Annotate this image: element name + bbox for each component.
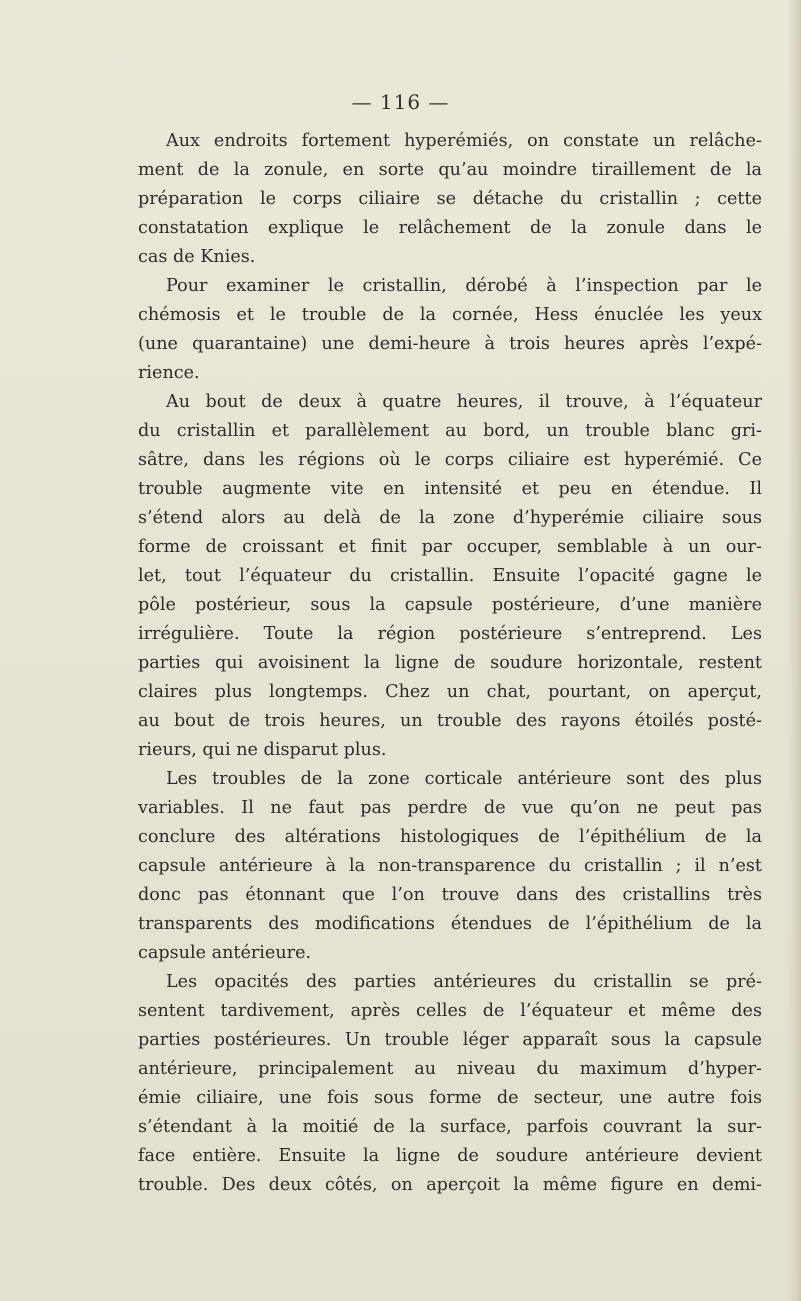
text-line: sâtre, dans les régions où le corps ciliaire est hyperémié. Ce — [138, 450, 762, 470]
text-line: au bout de trois heures, un trouble des rayons étoilés posté- — [138, 711, 762, 731]
text-line: Pour examiner le cristallin, dérobé à l’inspection par le — [166, 276, 762, 296]
text-line: let, tout l’équateur du cristallin. Ensuite l’opacité gagne le — [138, 566, 762, 586]
text-line: Les troubles de la zone corticale antérieure sont des plus — [166, 769, 762, 789]
text-line: conclure des altérations histologiques de l’épithélium de la — [138, 827, 762, 847]
text-line: capsule antérieure à la non-transparence du cristallin ; il n’est — [138, 856, 762, 876]
text-line: rieurs, qui ne disparut plus. — [138, 740, 387, 760]
text-line: s’étend alors au delà de la zone d’hyperémie ciliaire sous — [138, 508, 762, 528]
text-line: forme de croissant et finit par occuper, semblable à un our- — [138, 537, 762, 557]
text-line: Les opacités des parties antérieures du cristallin se pré- — [166, 972, 762, 992]
text-line: claires plus longtemps. Chez un chat, pourtant, on aperçut, — [138, 682, 762, 702]
text-line: du cristallin et parallèlement au bord, un trouble blanc gri- — [138, 421, 762, 441]
text-line: constatation explique le relâchement de la zonule dans le — [138, 218, 762, 238]
text-line: rience. — [138, 363, 200, 383]
text-line: s’étendant à la moitié de la surface, parfois couvrant la sur- — [138, 1117, 762, 1137]
text-line: cas de Knies. — [138, 247, 256, 267]
text-line: donc pas étonnant que l’on trouve dans des cristallins très — [138, 885, 762, 905]
text-line: parties qui avoisinent la ligne de soudure horizontale, restent — [138, 653, 762, 673]
text-line: (une quarantaine) une demi-heure à trois heures après l’expé- — [138, 334, 762, 354]
text-line: antérieure, principalement au niveau du maximum d’hyper- — [138, 1059, 762, 1079]
text-line: chémosis et le trouble de la cornée, Hess énuclée les yeux — [138, 305, 762, 325]
text-line: pôle postérieur, sous la capsule postérieure, d’une manière — [138, 595, 762, 615]
text-line: préparation le corps ciliaire se détache du cristallin ; cette — [138, 189, 762, 209]
text-line: Aux endroits fortement hyperémiés, on constate un relâche- — [166, 131, 762, 151]
page-edge-shadow — [787, 0, 801, 1301]
text-line: émie ciliaire, une fois sous forme de secteur, une autre fois — [138, 1088, 762, 1108]
text-line: capsule antérieure. — [138, 943, 312, 963]
text-line: sentent tardivement, après celles de l’équateur et même des — [138, 1001, 762, 1021]
text-line: transparents des modifications étendues de l’épithélium de la — [138, 914, 762, 934]
text-line: irrégulière. Toute la région postérieure s’entreprend. Les — [138, 624, 762, 644]
page-number: — 116 — — [351, 90, 450, 114]
text-line: parties postérieures. Un trouble léger apparaît sous la capsule — [138, 1030, 762, 1050]
text-line: variables. Il ne faut pas perdre de vue qu’on ne peut pas — [138, 798, 762, 818]
text-line: trouble augmente vite en intensité et peu en étendue. Il — [138, 479, 762, 499]
text-line: trouble. Des deux côtés, on aperçoit la même figure en demi- — [138, 1175, 762, 1195]
text-line: Au bout de deux à quatre heures, il trouve, à l’équateur — [166, 392, 762, 412]
body-text — [138, 127, 762, 1200]
text-line: face entière. Ensuite la ligne de soudure antérieure devient — [138, 1146, 762, 1166]
text-line: ment de la zonule, en sorte qu’au moindre tiraillement de la — [138, 160, 762, 180]
